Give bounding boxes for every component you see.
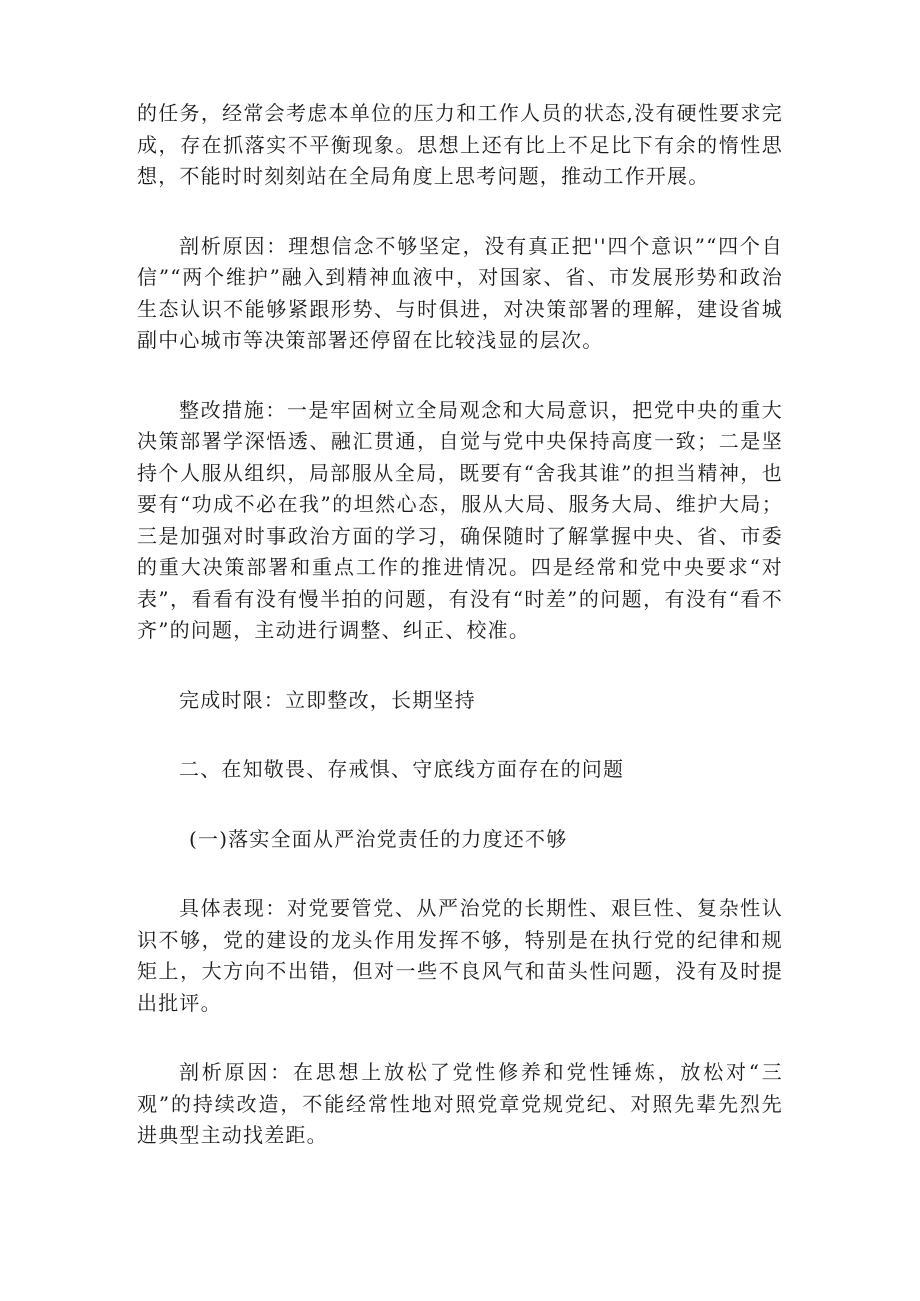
paragraph-deadline: 完成时限：立即整改，长期坚持 [179,687,476,712]
document-body [137,98,783,1152]
paragraph-specific-manifestation: 具体表现：对党要管党、从严治党的长期性、艰巨性、复杂性认识不够，党的建设的龙头作用发挥不够，特别是在执行党的纪律和规矩上，大方向不出错，但对一些不良风气和苗头性问题，没有及时提出批评。 [137,896,783,1015]
paragraph-cause-analysis-1: 剖析原因：理想信念不够坚定，没有真正把''四个意识”“四个自信”“两个维护”融入到精神血液中，对国家、省、市发展形势和政治生态认识不能够紧跟形势、与时俱进，对决策部署的理解，建设省城副中心城市等决策部署还停留在比较浅显的层次。 [137,233,783,352]
section-heading-2: 二、在知敬畏、存戒惧、守底线方面存在的问题 [179,757,625,781]
paragraph-rectification-measures: 整改措施：一是牢固树立全局观念和大局意识，把党中央的重大决策部署学深悟透、融汇贯通，自觉与党中央保持高度一致；二是坚持个人服从组织，局部服从全局，既要有“舍我其谁”的担当精神，也要有“功成不必在我”的坦然心态，服从大局、服务大局、维护大局；三是加强对时事政治方面的学习，确保随时了解掌握中央、省、市委的重大决策部署和重点工作的推进情况。四是经常和党中央要求“对表”，看看有没有慢半拍的问题，有没有“时差”的问题，有没有“看不齐”的问题，主动进行调整、纠正、校准。 [137,397,783,642]
paragraph-task-continuation: 的任务，经常会考虑本单位的压力和工作人员的状态,没有硬性要求完成，存在抓落实不平衡现象。思想上还有比上不足比下有余的惰性思想，不能时时刻刻站在全局角度上思考问题，推动工作开展。 [137,101,783,188]
subsection-heading-1: (一)落实全面从严治党责任的力度还不够 [189,826,568,851]
paragraph-cause-analysis-2: 剖析原因：在思想上放松了党性修养和党性锤炼，放松对“三观”的持续改造，不能经常性地对照党章党规党纪、对照先辈先烈先进典型主动找差距。 [137,1060,783,1147]
